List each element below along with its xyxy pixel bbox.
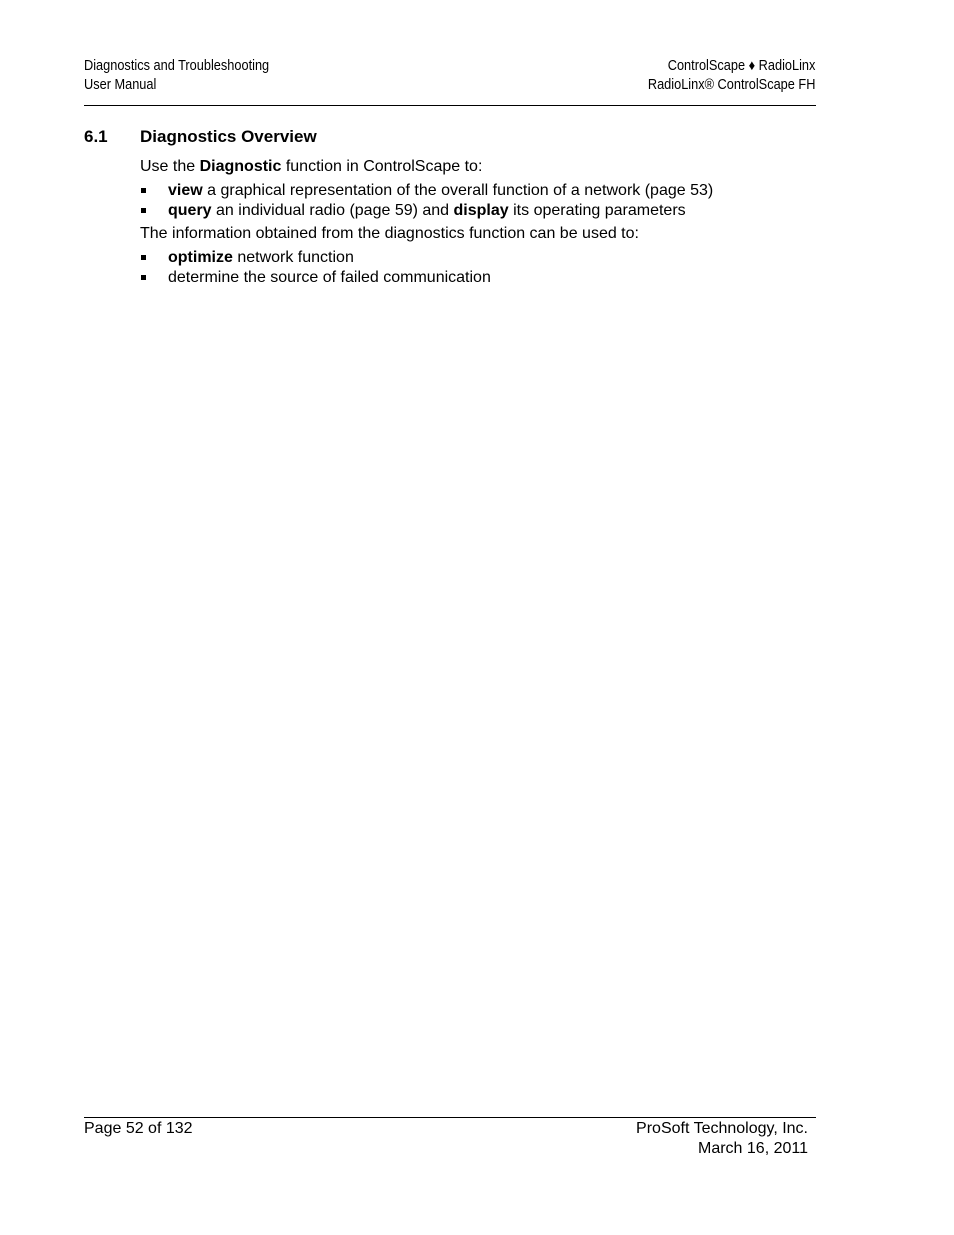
header-right [647,57,815,95]
bullet-icon [141,255,146,260]
bullet-icon [141,275,146,280]
usage-list [140,248,824,287]
section-heading [84,125,824,149]
header-left [84,57,269,95]
item-keyword: query [168,201,212,219]
list-item [140,181,824,201]
header-chapter: Diagnostics and Troubleshooting [84,58,270,74]
page-number: Page 52 of 132 [84,1120,193,1137]
intro-prefix: Use the [140,158,200,175]
item-keyword-2: display [453,201,509,219]
section-body [140,157,824,287]
list-item [140,268,824,288]
item-text-2: its operating parameters [508,201,686,219]
intro-paragraph [140,157,824,177]
item-text: a graphical representation of the overall function of a network (page 53) [202,182,714,199]
footer-company: ProSoft Technology, Inc. [636,1120,808,1137]
section-title: Diagnostics Overview [140,127,317,146]
usage-paragraph: The information obtained from the diagnostics function can be used to: [140,225,639,242]
footer-left [84,1119,193,1139]
capability-list [140,181,824,220]
header-rule [84,105,816,106]
header-doc-type: User Manual [84,77,157,93]
section-number: 6.1 [84,127,108,146]
intro-bold: Diagnostic [199,158,282,175]
section-diagnostics-overview [84,125,824,287]
item-keyword: optimize [168,249,233,266]
item-text: an individual radio (page 59) and [211,201,454,219]
item-text: network function [232,249,354,266]
footer-right [636,1119,808,1158]
header-product: RadioLinx® ControlScape FH [647,77,815,93]
header-product-line: ControlScape ♦ RadioLinx [667,58,815,74]
list-item [140,201,824,221]
footer-date: March 16, 2011 [698,1139,808,1157]
list-item [140,248,824,268]
item-text: determine the source of failed communication [168,268,491,286]
intro-suffix: function in ControlScape to: [281,158,483,175]
bullet-icon [141,188,146,193]
bullet-icon [141,208,146,213]
item-keyword: view [168,182,203,199]
footer-rule [84,1117,816,1118]
